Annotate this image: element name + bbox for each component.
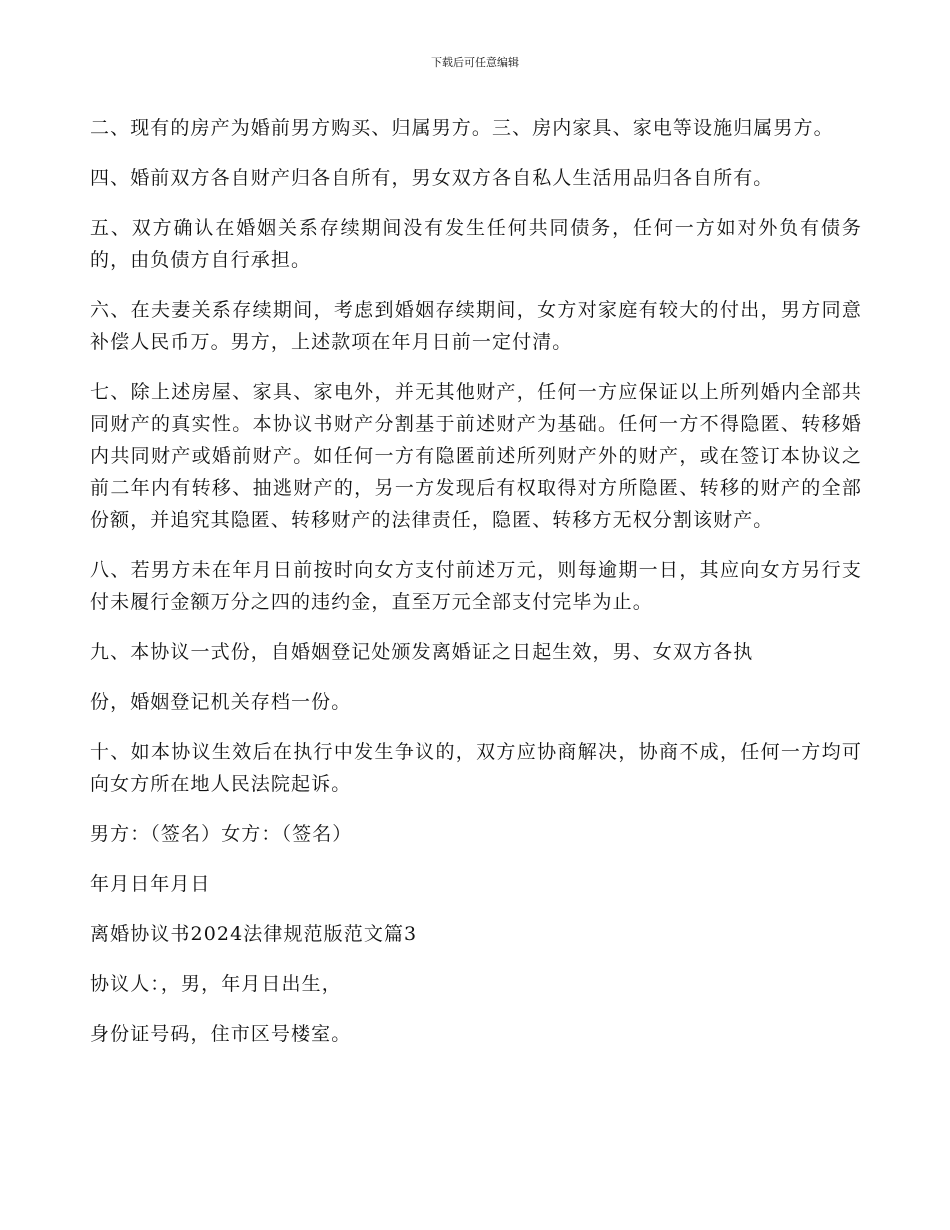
clause-6-compensation: 六、在夫妻关系存续期间，考虑到婚姻存续期间，女方对家庭有较大的付出，男方同意补偿人民币万。男方，上述款项在年月日前一定付清。 (90, 299, 862, 353)
clause-5-debts: 五、双方确认在婚姻关系存续期间没有发生任何共同债务，任何一方如对外负有债务的，由负债方自行承担。 (90, 217, 862, 271)
section-title: 离婚协议书2024法律规范版范文篇3 (90, 923, 418, 945)
clause-8-late-penalty: 八、若男方未在年月日前按时向女方支付前述万元，则每逾期一日，其应向女方另行支付未履行金额万分之四的违约金，直至万元全部支付完毕为止。 (90, 559, 862, 613)
page-header: 下载后可任意编辑 (431, 56, 519, 69)
clause-4-premarital-assets: 四、婚前双方各自财产归各自所有，男女双方各自私人生活用品归各自所有。 (90, 167, 774, 189)
id-address-line: 身份证号码，住市区号楼室。 (90, 1023, 352, 1045)
document-body (90, 112, 862, 1068)
clause-2-property: 二、现有的房产为婚前男方购买、归属男方。三、房内家具、家电等设施归属男方。 (90, 117, 834, 139)
clause-9-continued: 份，婚姻登记机关存档一份。 (90, 691, 352, 713)
date-line: 年月日年月日 (90, 873, 211, 895)
party-info-line: 协议人：，男，年月日出生， (90, 973, 342, 995)
clause-10-disputes: 十、如本协议生效后在执行中发生争议的，双方应协商解决，协商不成，任何一方均可向女方所在地人民法院起诉。 (90, 741, 862, 795)
clause-7-asset-disclosure: 七、除上述房屋、家具、家电外，并无其他财产，任何一方应保证以上所列婚内全部共同财产的真实性。本协议书财产分割基于前述财产为基础。任何一方不得隐匿、转移婚内共同财产或婚前财产。如任何一方有隐匿前述所列财产外的财产，或在签订本协议之前二年内有转移、抽逃财产的，另一方发现后有权取得对方所隐匿、转移的财产的全部份额，并追究其隐匿、转移财产的法律责任，隐匿、转移方无权分割该财产。 (90, 381, 862, 531)
clause-9-effectiveness: 九、本协议一式份，自婚姻登记处颁发离婚证之日起生效，男、女双方各执 (90, 641, 754, 663)
signature-line: 男方：（签名）女方：（签名） (90, 823, 353, 845)
